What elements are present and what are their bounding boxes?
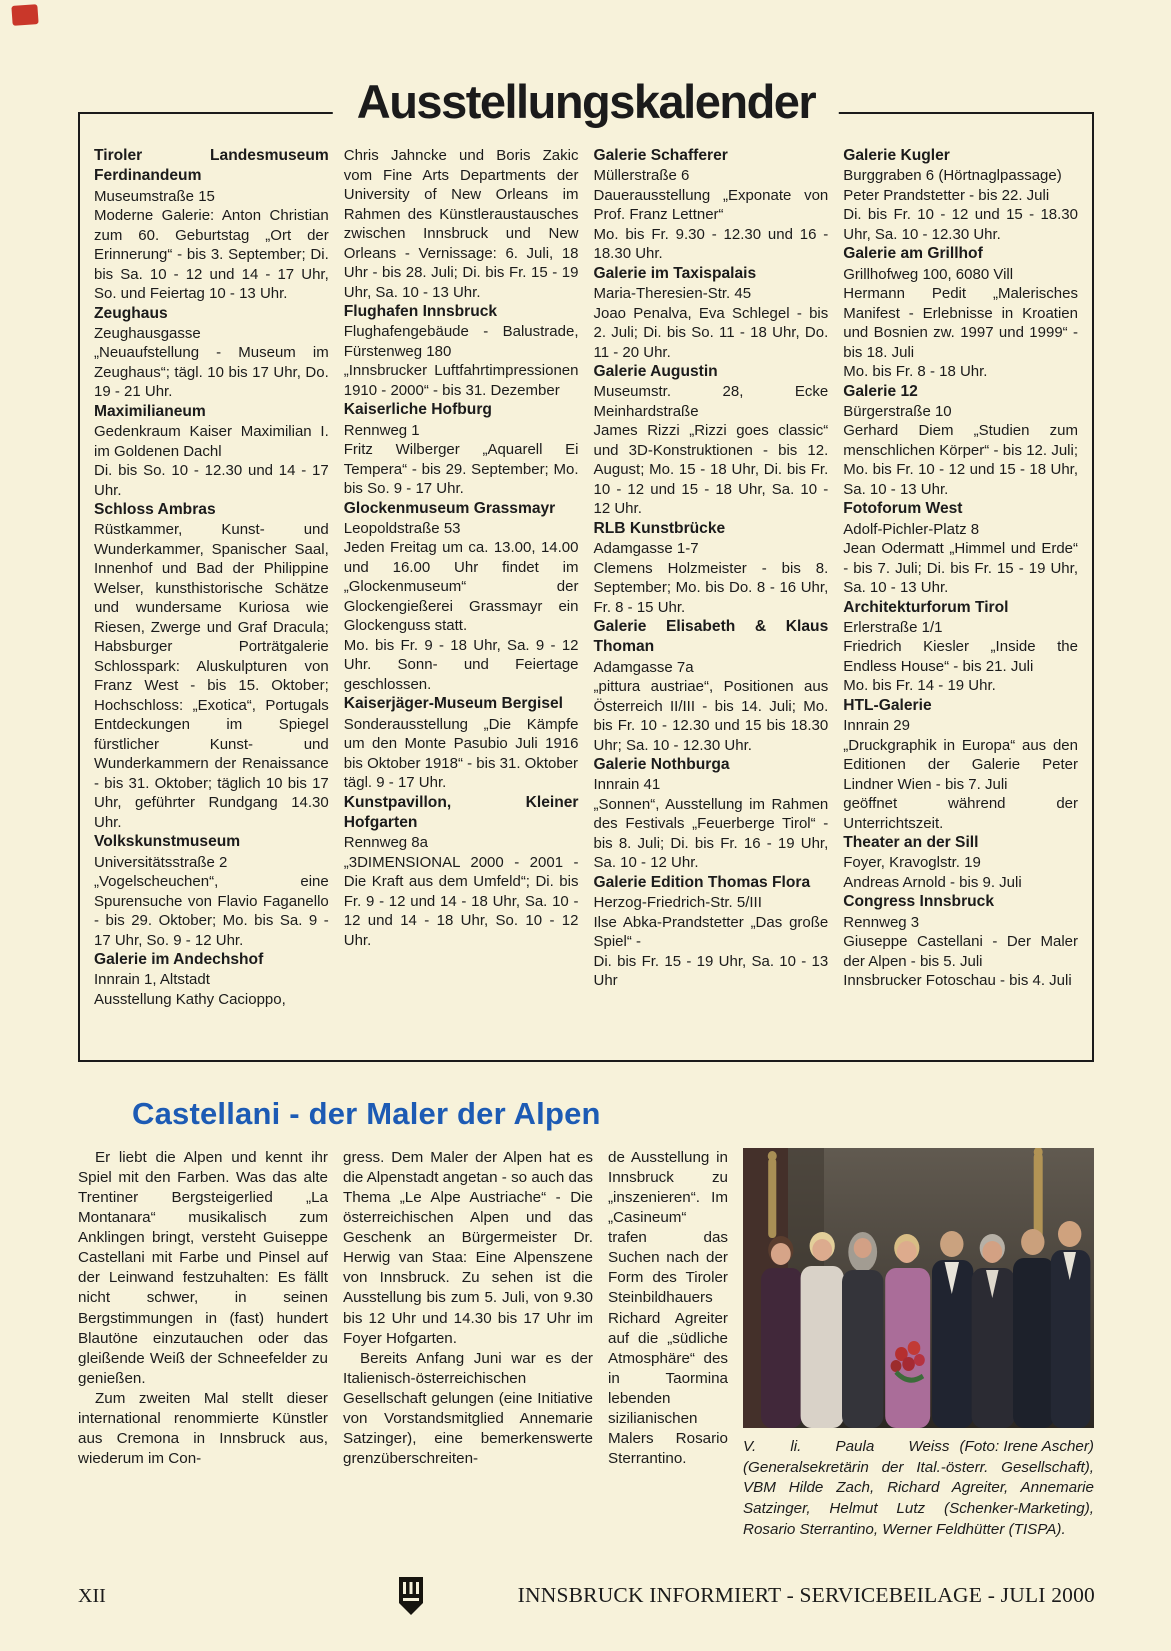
calendar-column (843, 146, 1078, 1050)
calendar-column (344, 146, 579, 1050)
venue-info: Burggraben 6 (Hörtnaglpassage) (843, 167, 1062, 185)
venue-name: Fotoforum West (843, 500, 963, 518)
venue-info: Mo. bis Fr. 8 - 18 Uhr. (843, 363, 988, 381)
article-column (608, 1148, 728, 1540)
venue-name: Galerie Elisabeth & Klaus Thoman (593, 618, 829, 656)
venue-info: Zeughausgasse (94, 324, 201, 342)
article-paragraph: gress. Dem Maler der Alpen hat es die Alpenstadt angetan - so auch das Thema „Le Alpe Austriache“ - Die österreichischen Alpen und das Geschenk an Bürgermeister Dr. Herwig van Staa: Eine Alpenszene von Innsbruck. Zu sehen ist die Ausstellung bis zum 5. Juli, von 9.30 bis 12 Uhr und 14.30 bis 17 Uhr im Foyer Hofgarten. (343, 1149, 593, 1347)
venue-info: „Sonnen“, Ausstellung im Rahmen des Festivals „Feuerberge Tirol“ - bis 8. Juli; Di. bis Fr. 16 - 19 Uhr, Sa. 10 - 12 Uhr. (593, 795, 829, 872)
venue-info: Rüstkammer, Kunst- und Wunderkammer, Spanischer Saal, Innenhof und Bad der Philippine Welser, kunsthistorische Schätze und wundersame Kuriosa wie Riesen, Zwerge und Graf Dracula; Habsburger Porträtgalerie Schlosspark: Aluskulpturen von Franz West - bis 15. Oktober; Hochschloss: „Exotica“, Portugals Entdeckungen im Spiegel fürstlicher Kunst- und Wunderkammern der Renaissance - bis 31. Oktober; täglich 10 bis 17 Uhr, geführter Rundgang 14.30 Uhr. (94, 521, 329, 831)
venue-info: geöffnet während der Unterrichtszeit. (843, 795, 1078, 832)
venue-info: Chris Jahncke und Boris Zakic vom Fine Arts Departments der University of New Orleans im Rahmen des Künstleraustausches zwischen Innsbruck und New Orleans - Vernissage: 6. Juli, 18 Uhr - bis 28. Juli; Di. bis Fr. 15 - 19 Uhr, Sa. 10 - 13 Uhr. (343, 147, 579, 301)
venue-info: Innrain 29 (843, 717, 910, 735)
venue-info: Museumstr. 28, Ecke Meinhardstraße (593, 383, 829, 420)
venue-info: „3DIMENSIONAL 2000 - 2001 - Die Kraft aus dem Umfeld“; Di. bis Fr. 9 - 12 und 14 - 18 Uhr, Sa. 10 - 12 und 14 - 18 Uhr, So. 10 - 12 Uhr. (343, 853, 579, 949)
photo-caption (743, 1437, 1094, 1540)
venue-name: Galerie im Taxispalais (593, 264, 757, 282)
venue-info: Bürgerstraße 10 (843, 402, 952, 420)
article-paragraph: Er liebt die Alpen und kennt ihr Spiel mit den Farben. Was das alte Trentiner Bergsteigerlied „La Montanara“ musikalisch zum Anklingen bringt, versteht Guiseppe Castellani mit Farbe und Pinsel auf der Leinwand festzuhalten: Es fällt nicht schwer, in seinen Bergstimmungen in (fast) hundert Blautöne einzutauchen oder das gleißende Weiß der Schneefelder zu genießen. (78, 1149, 328, 1387)
venue-name: Galerie 12 (843, 382, 918, 400)
article-paragraph: de Ausstellung in Innsbruck zu „inszenieren“. Im „Casineum“ trafen das Suchen nach der Form des Tiroler Steinbildhauers Richard Agreiter auf die „südliche Atmosphäre“ des in Taormina lebenden sizilianischen Malers Rosario Sterrantino. (608, 1149, 728, 1467)
venue-info: Andreas Arnold - bis 9. Juli (843, 873, 1022, 891)
venue-info: „Neuaufstellung - Museum im Zeughaus“; tägl. 10 bis 17 Uhr, Do. 19 - 21 Uhr. (94, 344, 329, 401)
photo-caption-text: V. li. Paula Weiss (Generalsekretärin der Ital.-österr. Gesellschaft), VBM Hilde Zach, Richard Agreiter, Annemarie Satzinger, Helmut Lutz (Schenker-Marketing), Rosario Sterrantino, Werner Feldhütter (TISPA). (743, 1438, 1094, 1538)
venue-info: „Innsbrucker Luftfahrtimpressionen 1910 - 2000“ - bis 31. Dezember (343, 362, 579, 399)
venue-info: Rennweg 3 (843, 913, 920, 931)
venue-info: Di. bis So. 10 - 12.30 und 14 - 17 Uhr. (94, 462, 329, 499)
venue-info: Foyer, Kravoglstr. 19 (843, 854, 981, 872)
article-column (78, 1148, 328, 1540)
page-number: XII (78, 1585, 106, 1607)
venue-info: „Druckgraphik in Europa“ aus den Editionen der Galerie Peter Lindner Wien - bis 7. Juli (843, 736, 1078, 793)
venue-info: Dauerausstellung „Exponate von Prof. Franz Lettner“ (593, 186, 829, 224)
venue-info: Erlerstraße 1/1 (843, 618, 943, 636)
venue-info: Innrain 1, Altstadt (94, 971, 210, 989)
venue-info: Gerhard Diem „Studien zum menschlichen Körper“ - bis 12. Juli; Mo. bis Fr. 10 - 12 und 15 - 18 Uhr, Sa. 10 - 13 Uhr. (843, 422, 1078, 498)
venue-info: Joao Penalva, Eva Schlegel - bis 2. Juli; Di. bis So. 11 - 18 Uhr, Do. 11 - 20 Uhr. (593, 304, 829, 361)
venue-info: Ausstellung Kathy Cacioppo, (94, 990, 286, 1008)
venue-info: Universitätsstraße 2 (94, 853, 228, 871)
venue-info: Flughafengebäude - Balustrade, Fürstenweg 180 (343, 323, 579, 360)
venue-info: Adolf-Pichler-Platz 8 (843, 520, 980, 538)
calendar-column (94, 146, 329, 1050)
calendar-title: Ausstellungskalender (333, 74, 839, 129)
venue-name: Kunstpavillon, Kleiner Hofgarten (343, 793, 579, 831)
venue-name: Volkskunstmuseum (94, 833, 241, 851)
venue-name: Galerie Nothburga (593, 756, 730, 774)
venue-name: Architekturforum Tirol (843, 598, 1009, 616)
venue-name: RLB Kunstbrücke (593, 519, 726, 537)
exhibition-calendar (78, 75, 1094, 1062)
venue-info: Ilse Abka-Prandstetter „Das große Spiel“ - (593, 913, 829, 951)
venue-name: Galerie Schafferer (593, 147, 728, 164)
venue-info: „pittura austriae“, Positionen aus Österreich II/III - bis 14. Juli; Mo. bis Fr. 10 - 12.30 und 15 bis 18.30 Uhr; Sa. 10 - 12.30 Uhr. (593, 678, 829, 754)
venue-info: Sonderausstellung „Die Kämpfe um den Monte Pasubio Juli 1916 bis Oktober 1918“ - bis 31. Oktober (343, 715, 579, 772)
venue-info: Fritz Wilberger „Aquarell Ei Tempera“ - bis 29. September; Mo. bis So. 9 - 17 Uhr. (343, 441, 579, 498)
venue-info: Innsbrucker Fotoschau - bis 4. Juli (843, 972, 1072, 990)
venue-info: Clemens Holzmeister - bis 8. September; Mo. bis Do. 8 - 16 Uhr, Fr. 8 - 15 Uhr. (593, 559, 829, 616)
innsbruck-crest-icon (396, 1576, 426, 1616)
venue-name: Kaiserliche Hofburg (343, 401, 492, 419)
venue-info: tägl. 9 - 17 Uhr. (343, 774, 447, 792)
group-photo (743, 1148, 1094, 1428)
venue-info: Adamgasse 7a (593, 658, 694, 676)
venue-info: Giuseppe Castellani - Der Maler der Alpen - bis 5. Juli (843, 933, 1078, 970)
venue-info: Innrain 41 (593, 776, 661, 794)
publication-title: INNSBRUCK INFORMIERT - SERVICEBEILAGE - JULI 2000 (517, 1583, 1095, 1607)
venue-info: Maria-Theresien-Str. 45 (593, 285, 752, 303)
article-paragraph: Bereits Anfang Juni war es der Italienisch-österreichischen Gesellschaft gelungen (eine Initiative von Vorstandsmitglied Annemarie Satzinger), eine bemerkenswerte grenzüberschreiten- (343, 1349, 593, 1467)
venue-info: Di. bis Fr. 10 - 12 und 15 - 18.30 Uhr, Sa. 10 - 12.30 Uhr. (843, 206, 1078, 243)
calendar-columns (94, 146, 1078, 1050)
venue-info: Müllerstraße 6 (593, 167, 690, 185)
venue-info: Grillhofweg 100, 6080 Vill (843, 265, 1014, 283)
article-column (343, 1148, 593, 1540)
venue-info: Gedenkraum Kaiser Maximilian I. im Goldenen Dachl (94, 423, 329, 460)
venue-info: Museumstraße 15 (94, 187, 215, 205)
venue-name: Maximilianeum (94, 402, 206, 420)
venue-info: Herzog-Friedrich-Str. 5/III (593, 894, 762, 912)
venue-info: Friedrich Kiesler „Inside the Endless House“ - bis 21. Juli (843, 638, 1078, 675)
venue-info: Jean Odermatt „Himmel und Erde“ - bis 7. Juli; Di. bis Fr. 15 - 19 Uhr, Sa. 10 - 13 Uhr. (843, 540, 1078, 597)
venue-name: Tiroler Landesmuseum Ferdinandeum (94, 147, 329, 185)
venue-name: Galerie Edition Thomas Flora (593, 873, 811, 891)
venue-info: Leopoldstraße 53 (343, 519, 461, 537)
venue-info: Rennweg 1 (343, 421, 420, 439)
venue-name: Flughafen Innsbruck (343, 303, 498, 320)
article-body (78, 1148, 1094, 1540)
venue-name: Galerie Augustin (593, 363, 718, 381)
article-text-columns (78, 1148, 728, 1540)
venue-name: Congress Innsbruck (843, 893, 995, 911)
article-paragraph: Zum zweiten Mal stellt dieser international renommierte Künstler aus Cremona in Innsbruck aus, wiederum im Con- (78, 1389, 328, 1467)
venue-info: Adamgasse 1-7 (593, 540, 699, 558)
venue-info: Mo. bis Fr. 9 - 18 Uhr, Sa. 9 - 12 Uhr. Sonn- und Feiertage geschlossen. (343, 636, 579, 693)
venue-info: Rennweg 8a (343, 834, 428, 852)
calendar-column (594, 146, 829, 1050)
venue-name: Zeughaus (94, 304, 168, 322)
venue-info: Di. bis Fr. 15 - 19 Uhr, Sa. 10 - 13 Uhr (593, 952, 829, 990)
venue-info: Hermann Pedit „Malerisches Manifest - Erlebnisse in Kroatien und Bosnien zw. 1997 und 1999“ - bis 18. Juli (843, 285, 1078, 361)
page-footer (78, 1576, 1095, 1620)
venue-name: HTL-Galerie (843, 696, 932, 714)
venue-info: „Vogelscheuchen“, eine Spurensuche von Flavio Faganello - bis 29. Oktober; Mo. bis Sa. 9 - 17 Uhr, So. 9 - 12 Uhr. (94, 873, 329, 949)
venue-name: Theater an der Sill (843, 834, 979, 852)
venue-name: Kaiserjäger-Museum Bergisel (343, 695, 564, 713)
venue-info: James Rizzi „Rizzi goes classic“ und 3D-Konstruktionen - bis 12. August; Mo. 15 - 18 Uhr, Di. bis Fr. 10 - 12 und 15 - 18 Uhr, Sa. 10 - 12 Uhr. (593, 422, 829, 518)
venue-info: Moderne Galerie: Anton Christian zum 60. Geburtstag „Ort der Erinnerung“ - bis 3. September; Di. bis Sa. 10 - 12 und 14 - 17 Uhr, So. und Feiertag 10 - 13 Uhr. (94, 207, 329, 303)
venue-info: Mo. bis Fr. 14 - 19 Uhr. (843, 677, 996, 695)
venue-name: Glockenmuseum Grassmayr (343, 499, 556, 517)
venue-name: Galerie Kugler (843, 147, 950, 164)
venue-name: Schloss Ambras (94, 501, 216, 519)
venue-name: Galerie am Grillhof (843, 245, 983, 263)
venue-info: Peter Prandstetter - bis 22. Juli (843, 186, 1050, 204)
photo-credit: (Foto: Irene Ascher) (959, 1438, 1094, 1455)
article-title: Castellani - der Maler der Alpen (132, 1096, 601, 1131)
scan-artifact (11, 4, 38, 26)
photo-block (743, 1148, 1094, 1540)
venue-info: Mo. bis Fr. 9.30 - 12.30 und 16 - 18.30 Uhr. (593, 225, 829, 263)
venue-info: Jeden Freitag um ca. 13.00, 14.00 und 16.00 Uhr findet im „Glockenmuseum“ der Glockengießerei Grassmayr ein Glockenguss statt. (343, 539, 579, 635)
venue-name: Galerie im Andechshof (94, 951, 264, 969)
